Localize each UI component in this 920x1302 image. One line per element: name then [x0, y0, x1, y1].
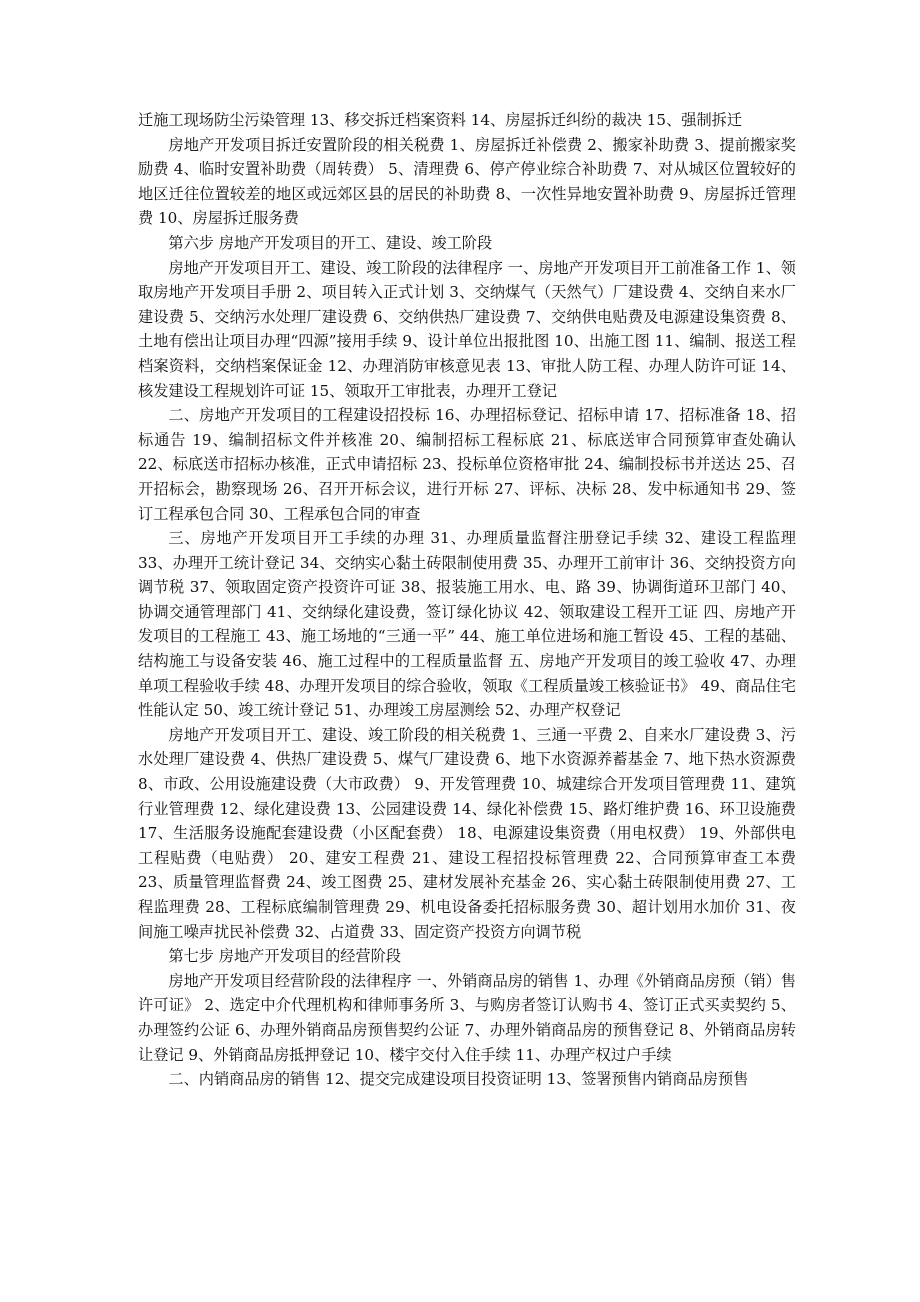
paragraph-bidding: 二、房地产开发项目的工程建设招投标 16、办理招标登记、招标申请 17、招标准备 18、招标通告 19、编制招标文件并核准 20、编制招标工程标底 21、标底送审合同预算审查处确认 22、标底送市招标办核准，正式申请招标 23、投标单位资格审批 24、编制投标书并送达 25、召开招标会，勘察现场 26、召开开标会议，进行开标 27、评标、决标 28、发中标通知书 29、签订工程承包合同 30、工程承包合同的审查 — [138, 406, 796, 523]
heading-step-seven: 第七步 房地产开发项目的经营阶段 — [168, 947, 402, 966]
paragraph-export-sales: 房地产开发项目经营阶段的法律程序 一、外销商品房的销售 1、办理《外销商品房预（销）售许可证》 2、选定中介代理机构和律师事务所 3、与购房者签订认购书 4、签订正式买卖契约 5、办理签约公证 6、办理外销商品房预售契约公证 7、办理外销商品房的预售登记 8、外销商品房转让登记 9、外销商品房抵押登记 10、楼宇交付入住手续 11、办理产权过户手续 — [138, 971, 796, 1064]
paragraph-construction-procedures: 房地产开发项目开工、建设、竣工阶段的法律程序 一、房地产开发项目开工前准备工作 1、领取房地产开发项目手册 2、项目转入正式计划 3、交纳煤气（天然气）厂建设费 4、交纳自来水厂建设费 5、交纳污水处理厂建设费 6、交纳供热厂建设费 7、交纳供电贴费及电源建设集资费 8、土地有偿出让项目办理“四源”接用手续 9、设计单位出报批图 10、出施工图 11、编制、报送工程档案资料，交纳档案保证金 12、办理消防审核意见表 13、审批人防工程、办理人防许可证 14、核发建设工程规划许可证 15、领取开工审批表，办理开工登记 — [138, 258, 796, 400]
paragraph-domestic-sales: 二、内销商品房的销售 12、提交完成建设项目投资证明 13、签署预售内销商品房预售 — [168, 1070, 749, 1089]
paragraph-demolition-fees: 房地产开发项目拆迁安置阶段的相关税费 1、房屋拆迁补偿费 2、搬家补助费 3、提前搬家奖励费 4、临时安置补助费（周转费） 5、清理费 6、停产停业综合补助费 7、对从城区位置较好的地区迁往位置较差的地区或远郊区县的居民的补助费 8、一次性异地安置补助费 9、房屋拆迁管理费 10、房屋拆迁服务费 — [138, 135, 796, 228]
document-page — [138, 108, 796, 1092]
heading-step-six: 第六步 房地产开发项目的开工、建设、竣工阶段 — [168, 233, 493, 252]
paragraph-construction-fees: 房地产开发项目开工、建设、竣工阶段的相关税费 1、三通一平费 2、自来水厂建设费 3、污水处理厂建设费 4、供热厂建设费 5、煤气厂建设费 6、地下水资源养蓄基金 7、地下热水资源费 8、市政、公用设施建设费（大市政费） 9、开发管理费 10、城建综合开发项目管理费 11、建筑行业管理费 12、绿化建设费 13、公园建设费 14、绿化补偿费 15、路灯维护费 16、环卫设施费 17、生活服务设施配套建设费（小区配套费） 18、电源建设集资费（用电权费） 19、外部供电工程贴费（电贴费） 20、建安工程费 21、建设工程招投标管理费 22、合同预算审查工本费 23、质量管理监督费 24、竣工图费 25、建材发展补充基金 26、实心黏土砖限制使用费 27、工程监理费 28、工程标底编制管理费 29、机电设备委托招标服务费 30、超计划用水加价 31、夜间施工噪声扰民补偿费 32、占道费 33、固定资产投资方向调节税 — [138, 725, 796, 941]
paragraph-commencement-procedures: 三、房地产开发项目开工手续的办理 31、办理质量监督注册登记手续 32、建设工程监理 33、办理开工统计登记 34、交纳实心黏土砖限制使用费 35、办理开工前审计 36、交纳投资方向调节税 37、领取固定资产投资许可证 38、报装施工用水、电、路 39、协调街道环卫部门 40、协调交通管理部门 41、交纳绿化建设费，签订绿化协议 42、领取建设工程开工证 四、房地产开发项目的工程施工 43、施工场地的“三通一平” 44、施工单位进场和施工暂设 45、工程的基础、结构施工与设备安装 46、施工过程中的工程质量监督 五、房地产开发项目的竣工验收 47、办理单项工程验收手续 48、办理开发项目的综合验收，领取《工程质量竣工核验证书》 49、商品住宅性能认定 50、竣工统计登记 51、办理竣工房屋测绘 52、办理产权登记 — [138, 529, 796, 720]
paragraph-demolition-continued: 迁施工现场防尘污染管理 13、移交拆迁档案资料 14、房屋拆迁纠纷的裁决 15、强制拆迁 — [138, 111, 743, 129]
